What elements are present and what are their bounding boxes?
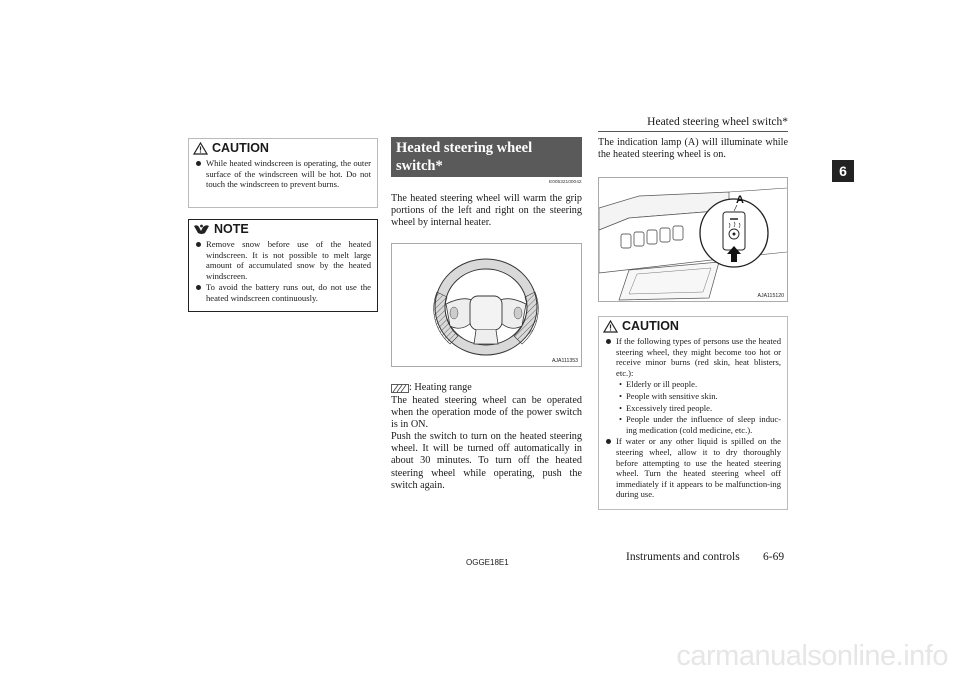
legend-text: : Heating range [409, 382, 472, 393]
caution-subitem: • Elderly or ill people. [616, 379, 781, 390]
header-rule [598, 131, 788, 132]
note-item: To avoid the battery runs out, do not use the heated windscreen continuously. [195, 282, 371, 303]
caution-item [605, 336, 781, 435]
caution-header [603, 319, 783, 333]
indicator-intro: The indication lamp (A) will illuminate while the heated steering wheel is on. [598, 137, 788, 161]
footer-section: Instruments and controls [626, 551, 740, 563]
caution-box [598, 316, 788, 510]
chapter-tab: 6 [832, 160, 854, 182]
note-hand-icon [193, 223, 210, 235]
figure-code: AJA111353 [551, 358, 578, 364]
watermark: carmanualsonline.info [676, 640, 948, 672]
page-number: 6-69 [763, 551, 785, 563]
section-code: E00532100042 [549, 180, 582, 185]
caution-subitem: • People with sensitive skin. [616, 391, 781, 402]
caution-subitem: • Excessively tired people. [616, 403, 781, 414]
note-box [188, 219, 378, 312]
note-header [193, 222, 373, 236]
steering-wheel-figure [391, 243, 582, 367]
warning-triangle-icon [603, 320, 618, 333]
caution-item-text: If the following types of persons use the heated steering wheel, they might become too hot or receive minor burns (red skin, heat blisters, etc.): [616, 336, 781, 378]
caution-item: If water or any other liquid is spilled on the steering wheel, allow it to dry thoroughly before attempting to use the heated steering wheel. Turn the heated steering wheel off immediately if it appears to be malfunction-ing during use. [605, 436, 781, 500]
legend-row [391, 382, 472, 394]
footer-code: OGGE18E1 [466, 558, 509, 567]
section-intro: The heated steering wheel will warm the grip portions of the left and right on the steering wheel by internal heater. [391, 193, 582, 229]
section-paragraph: Push the switch to turn on the heated steering wheel. It will be turned off automatically in about 30 minutes. To turn off the heated steering wheel while operating, push the switch again. [391, 431, 582, 491]
note-item: Remove snow before use of the heated windscreen. It is not possible to melt large amount of accumulated snow by the heated windscreen. [195, 239, 371, 281]
switch-panel-illustration [599, 178, 787, 301]
caution-header [193, 141, 373, 155]
caution-label: CAUTION [622, 319, 679, 333]
figure-code: AJA115120 [757, 293, 784, 299]
section-heading: Heated steering wheel switch* [391, 137, 582, 177]
warning-triangle-icon [193, 142, 208, 155]
indicator-callout-label: A [736, 194, 744, 206]
hatch-legend-icon [391, 384, 409, 393]
caution-subitem: • People under the influence of sleep induc-ing medication (cold medicine, etc.). [616, 414, 781, 435]
note-label: NOTE [214, 222, 249, 236]
switch-figure [598, 177, 788, 302]
steering-wheel-illustration [392, 244, 581, 366]
caution-box [188, 138, 378, 208]
caution-item: While heated windscreen is operating, the outer surface of the windscreen will be hot. Do not touch the windscreen to prevent burns. [195, 158, 371, 190]
caution-label: CAUTION [212, 141, 269, 155]
page-header-title: Heated steering wheel switch* [647, 116, 788, 128]
section-paragraph: The heated steering wheel can be operated when the operation mode of the power switch is in ON. [391, 395, 582, 431]
